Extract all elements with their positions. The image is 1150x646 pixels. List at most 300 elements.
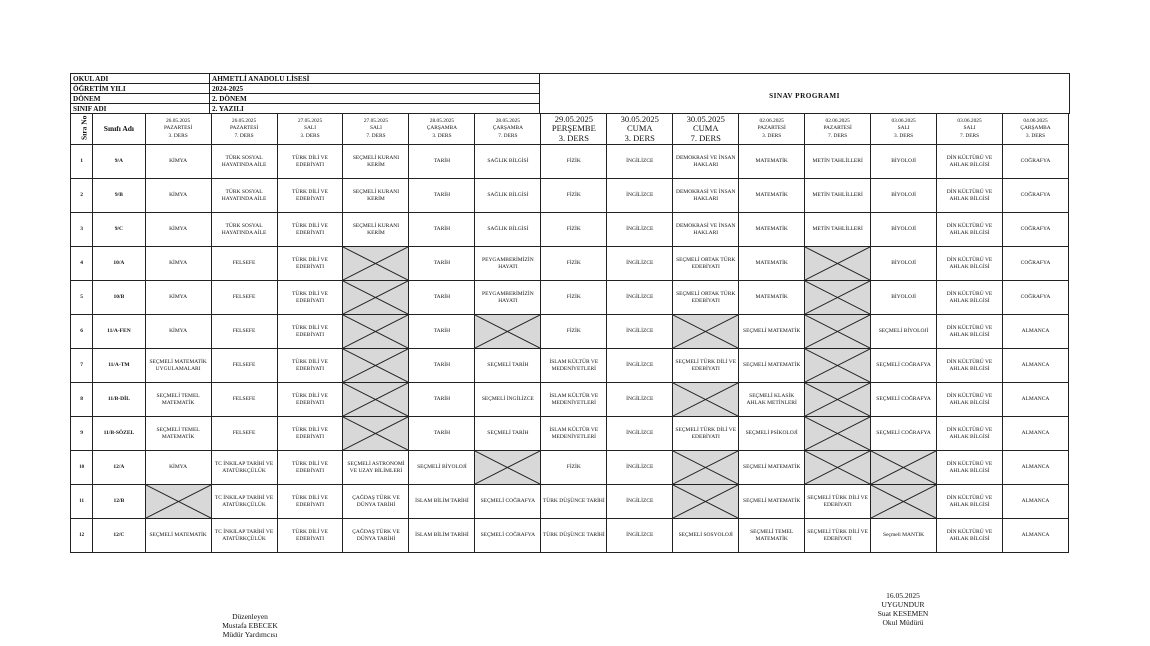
exam-subject-cell: İNGİLİZCE [607, 451, 673, 485]
class-name: 12/A [93, 451, 145, 485]
class-name: 11/B-SÖZEL [93, 417, 145, 451]
exam-subject-cell: DİN KÜLTÜRÜ VE AHLAK BİLGİSİ [937, 417, 1003, 451]
cross-out-icon [343, 247, 408, 280]
no-exam-cell [871, 485, 937, 519]
info-label: DÖNEM [71, 94, 210, 104]
cross-out-icon [871, 485, 936, 518]
exam-subject-cell: SEÇMELİ TEMEL MATEMATİK [145, 417, 211, 451]
exam-schedule-sheet [70, 73, 1069, 553]
header-day-column [937, 114, 1003, 145]
exam-subject-cell: FİZİK [541, 179, 607, 213]
no-exam-cell [805, 349, 871, 383]
exam-subject-cell: FELSEFE [211, 315, 277, 349]
exam-subject-cell: TÜRK DİLİ VE EDEBİYATI [277, 281, 343, 315]
exam-subject-cell: KİMYA [145, 281, 211, 315]
row-number: 1 [71, 145, 93, 179]
exam-subject-cell: SEÇMELİ TÜRK DİLİ VE EDEBİYATI [673, 417, 739, 451]
info-value: 2. YAZILI [210, 104, 540, 114]
row-number: 9 [71, 417, 93, 451]
exam-subject-cell: DEMOKRASİ VE İNSAN HAKLARI [673, 145, 739, 179]
exam-subject-cell: TARİH [409, 247, 475, 281]
exam-subject-cell: BİYOLOJİ [871, 145, 937, 179]
exam-subject-cell: TARİH [409, 145, 475, 179]
cross-out-icon [805, 349, 870, 382]
header-period: 7. DERS [828, 132, 848, 139]
cross-out-icon [475, 315, 540, 348]
row-number: 10 [71, 451, 93, 485]
header-date: 29.05.2025 [554, 113, 593, 124]
exam-subject-cell: DİN KÜLTÜRÜ VE AHLAK BİLGİSİ [937, 179, 1003, 213]
exam-subject-cell: SEÇMELİ COĞRAFYA [475, 519, 541, 553]
exam-subject-cell: KİMYA [145, 247, 211, 281]
header-period: 7. DERS [959, 132, 980, 139]
exam-subject-cell: MATEMATİK [739, 145, 805, 179]
header-day-column [145, 114, 211, 145]
cross-out-icon [805, 247, 870, 280]
exam-subject-cell: SEÇMELİ BİYOLOJİ [871, 315, 937, 349]
no-exam-cell [673, 451, 739, 485]
no-exam-cell [343, 383, 409, 417]
exam-subject-cell: SEÇMELİ KLASİK AHLAK METİNLERİ [739, 383, 805, 417]
exam-subject-cell: DİN KÜLTÜRÜ VE AHLAK BİLGİSİ [937, 281, 1003, 315]
cross-out-icon [805, 451, 870, 484]
cross-out-icon [673, 383, 738, 416]
signature-date: 16.05.2025 [886, 591, 920, 600]
row-number: 7 [71, 349, 93, 383]
signature-name: Suat KESEMEN [877, 609, 929, 618]
row-number: 3 [71, 213, 93, 247]
class-name: 10/B [93, 281, 145, 315]
header-row-number: Sıra No [71, 114, 93, 145]
table-row [71, 179, 1069, 213]
header-day: PAZARTESİ [229, 125, 259, 132]
exam-subject-cell: TC İNKILAP TARİHİ VE ATATÜRKÇÜLÜK [211, 451, 277, 485]
exam-subject-cell: TÜRK DÜŞÜNCE TARİHİ [541, 519, 607, 553]
table-row [71, 349, 1069, 383]
info-value: AHMETLİ ANADOLU LİSESİ [210, 74, 540, 84]
exam-subject-cell: SEÇMELİ KURANI KERİM [343, 213, 409, 247]
no-exam-cell [343, 349, 409, 383]
exam-subject-cell: FELSEFE [211, 247, 277, 281]
row-number: 8 [71, 383, 93, 417]
exam-subject-cell: DİN KÜLTÜRÜ VE AHLAK BİLGİSİ [937, 451, 1003, 485]
cross-out-icon [343, 281, 408, 314]
exam-subject-cell: TÜRK DİLİ VE EDEBİYATI [277, 451, 343, 485]
header-day: ÇARŞAMBA [492, 125, 523, 132]
no-exam-cell [343, 247, 409, 281]
exam-subject-cell: DEMOKRASİ VE İNSAN HAKLARI [673, 179, 739, 213]
row-number: 11 [71, 485, 93, 519]
header-date: 03.06.2025 [957, 117, 982, 124]
exam-subject-cell: BİYOLOJİ [871, 179, 937, 213]
exam-subject-cell: SEÇMELİ TARİH [475, 417, 541, 451]
header-period: 3. DERS [762, 132, 782, 139]
cross-out-icon [343, 383, 408, 416]
header-date: 26.05.2025 [165, 117, 191, 124]
exam-subject-cell: İNGİLİZCE [607, 179, 673, 213]
header-day-column [343, 114, 409, 145]
no-exam-cell [343, 315, 409, 349]
exam-subject-cell: SEÇMELİ İNGİLİZCE [475, 383, 541, 417]
schedule-header-row [71, 114, 1069, 145]
header-day-column [673, 114, 739, 145]
header-day-column [607, 114, 673, 145]
header-period: 7. DERS [234, 132, 254, 139]
info-label: ÖĞRETİM YILI [71, 84, 210, 94]
exam-subject-cell: PEYGAMBERİMİZİN HAYATI [475, 281, 541, 315]
exam-subject-cell: İNGİLİZCE [607, 383, 673, 417]
exam-subject-cell: ALMANCA [1003, 417, 1069, 451]
header-day-column [277, 114, 343, 145]
exam-subject-cell: BİYOLOJİ [871, 281, 937, 315]
exam-subject-cell: DİN KÜLTÜRÜ VE AHLAK BİLGİSİ [937, 349, 1003, 383]
exam-subject-cell: DİN KÜLTÜRÜ VE AHLAK BİLGİSİ [937, 315, 1003, 349]
header-day: ÇARŞAMBA [426, 125, 458, 132]
table-row [71, 519, 1069, 553]
header-date: 02.06.2025 [759, 117, 784, 124]
table-row [71, 145, 1069, 179]
exam-subject-cell: TÜRK DİLİ VE EDEBİYATI [277, 213, 343, 247]
cross-out-icon [343, 315, 408, 348]
header-date: 27.05.2025 [363, 117, 389, 124]
header-day-column [1003, 114, 1069, 145]
exam-subject-cell: BİYOLOJİ [871, 213, 937, 247]
exam-subject-cell: SEÇMELİ MATEMATİK [739, 315, 805, 349]
exam-subject-cell: BİYOLOJİ [871, 247, 937, 281]
header-day: ÇARŞAMBA [1020, 125, 1051, 132]
no-exam-cell [805, 247, 871, 281]
header-day: SALI [897, 125, 910, 132]
header-day: SALI [963, 125, 976, 132]
exam-subject-cell: TARİH [409, 315, 475, 349]
class-name: 11/A-FEN [93, 315, 145, 349]
header-date: 28.05.2025 [429, 117, 455, 124]
cross-out-icon [805, 417, 870, 450]
exam-subject-cell: İNGİLİZCE [607, 315, 673, 349]
exam-subject-cell: FİZİK [541, 315, 607, 349]
cross-out-icon [805, 383, 870, 416]
exam-subject-cell: SAĞLIK BİLGİSİ [475, 213, 541, 247]
exam-subject-cell: ALMANCA [1003, 485, 1069, 519]
exam-subject-cell: METİN TAHLİLLERİ [805, 179, 871, 213]
header-day-column [805, 114, 871, 145]
exam-subject-cell: COĞRAFYA [1003, 179, 1069, 213]
header-day-column [541, 114, 607, 145]
table-row [71, 451, 1069, 485]
exam-subject-cell: FELSEFE [211, 349, 277, 383]
exam-subject-cell: SEÇMELİ COĞRAFYA [871, 383, 937, 417]
no-exam-cell [475, 451, 541, 485]
exam-subject-cell: TÜRK DİLİ VE EDEBİYATI [277, 179, 343, 213]
prepared-by-signature [200, 612, 300, 639]
exam-subject-cell: TÜRK DİLİ VE EDEBİYATI [277, 519, 343, 553]
table-row [71, 485, 1069, 519]
no-exam-cell [805, 281, 871, 315]
school-info-table [70, 73, 1070, 114]
exam-subject-cell: TARİH [409, 349, 475, 383]
exam-subject-cell: İSLAM BİLİM TARİHİ [409, 519, 475, 553]
exam-subject-cell: TARİH [409, 281, 475, 315]
header-date: 30.05.2025 [686, 113, 725, 124]
exam-subject-cell: ALMANCA [1003, 349, 1069, 383]
no-exam-cell [145, 485, 211, 519]
header-day-column [409, 114, 475, 145]
cross-out-icon [673, 315, 738, 348]
header-day: PAZARTESİ [163, 125, 193, 132]
exam-subject-cell: DİN KÜLTÜRÜ VE AHLAK BİLGİSİ [937, 247, 1003, 281]
table-row [71, 383, 1069, 417]
header-date: 30.05.2025 [620, 113, 659, 124]
exam-subject-cell: İNGİLİZCE [607, 519, 673, 553]
exam-subject-cell: SEÇMELİ ASTRONOMİ VE UZAY BİLİMLERİ [343, 451, 409, 485]
exam-subject-cell: METİN TAHLİLLERİ [805, 213, 871, 247]
exam-subject-cell: COĞRAFYA [1003, 247, 1069, 281]
exam-subject-cell: SEÇMELİ SOSYOLOJİ [673, 519, 739, 553]
header-period: 3. DERS [168, 132, 188, 139]
header-period: 3. DERS [300, 132, 320, 139]
exam-subject-cell: COĞRAFYA [1003, 145, 1069, 179]
header-day: CUMA [627, 123, 653, 134]
exam-subject-cell: İNGİLİZCE [607, 213, 673, 247]
exam-subject-cell: SEÇMELİ ORTAK TÜRK EDEBİYATI [673, 247, 739, 281]
exam-subject-cell: MATEMATİK [739, 247, 805, 281]
exam-subject-cell: SEÇMELİ COĞRAFYA [871, 349, 937, 383]
header-day-column [871, 114, 937, 145]
no-exam-cell [475, 315, 541, 349]
signature-title: Okul Müdürü [882, 618, 924, 627]
exam-subject-cell: METİN TAHLİLLERİ [805, 145, 871, 179]
exam-subject-cell: SEÇMELİ KURANI KERİM [343, 145, 409, 179]
exam-subject-cell: SEÇMELİ TÜRK DİLİ VE EDEBİYATI [673, 349, 739, 383]
exam-subject-cell: MATEMATİK [739, 281, 805, 315]
exam-subject-cell: TC İNKILAP TARİHİ VE ATATÜRKÇÜLÜK [211, 519, 277, 553]
header-period: 3. DERS [894, 132, 914, 139]
exam-subject-cell: SEÇMELİ TEMEL MATEMATİK [145, 383, 211, 417]
no-exam-cell [805, 315, 871, 349]
exam-subject-cell: KİMYA [145, 145, 211, 179]
exam-subject-cell: İNGİLİZCE [607, 485, 673, 519]
exam-subject-cell: SEÇMELİ PSİKOLOJİ [739, 417, 805, 451]
schedule-table [70, 113, 1069, 553]
info-value: 2. DÖNEM [210, 94, 540, 104]
exam-subject-cell: KİMYA [145, 451, 211, 485]
class-name: 9/C [93, 213, 145, 247]
header-day: CUMA [692, 123, 719, 134]
signature-approval: UYGUNDUR [881, 600, 925, 609]
no-exam-cell [805, 417, 871, 451]
exam-subject-cell: FELSEFE [211, 417, 277, 451]
exam-subject-cell: KİMYA [145, 315, 211, 349]
header-date: 28.05.2025 [495, 117, 520, 124]
exam-subject-cell: DİN KÜLTÜRÜ VE AHLAK BİLGİSİ [937, 519, 1003, 553]
exam-subject-cell: İNGİLİZCE [607, 349, 673, 383]
header-date: 04.06.2025 [1023, 117, 1048, 124]
exam-subject-cell: TÜRK SOSYAL HAYATINDA AİLE [211, 145, 277, 179]
class-name: 10/A [93, 247, 145, 281]
exam-subject-cell: DİN KÜLTÜRÜ VE AHLAK BİLGİSİ [937, 485, 1003, 519]
class-name: 11/A-TM [93, 349, 145, 383]
exam-subject-cell: SEÇMELİ TARİH [475, 349, 541, 383]
exam-subject-cell: FİZİK [541, 213, 607, 247]
no-exam-cell [673, 315, 739, 349]
class-name: 9/A [93, 145, 145, 179]
cross-out-icon [673, 451, 738, 484]
exam-subject-cell: SEÇMELİ ORTAK TÜRK EDEBİYATI [673, 281, 739, 315]
exam-subject-cell: TARİH [409, 179, 475, 213]
no-exam-cell [343, 417, 409, 451]
no-exam-cell [343, 281, 409, 315]
exam-subject-cell: DİN KÜLTÜRÜ VE AHLAK BİLGİSİ [937, 145, 1003, 179]
row-number: 6 [71, 315, 93, 349]
exam-subject-cell: FİZİK [541, 247, 607, 281]
exam-subject-cell: TÜRK DİLİ VE EDEBİYATI [277, 315, 343, 349]
cross-out-icon [343, 349, 408, 382]
no-exam-cell [805, 383, 871, 417]
class-name: 12/C [93, 519, 145, 553]
exam-subject-cell: DİN KÜLTÜRÜ VE AHLAK BİLGİSİ [937, 213, 1003, 247]
exam-subject-cell: FELSEFE [211, 383, 277, 417]
no-exam-cell [673, 485, 739, 519]
exam-subject-cell: SAĞLIK BİLGİSİ [475, 145, 541, 179]
exam-subject-cell: ÇAĞDAŞ TÜRK VE DÜNYA TARİHİ [343, 485, 409, 519]
exam-subject-cell: TÜRK DİLİ VE EDEBİYATI [277, 349, 343, 383]
exam-subject-cell: SEÇMELİ TÜRK DİLİ VE EDEBİYATI [805, 519, 871, 553]
exam-subject-cell: İSLAM KÜLTÜR VE MEDENİYETLERİ [541, 383, 607, 417]
exam-subject-cell: İNGİLİZCE [607, 281, 673, 315]
exam-subject-cell: KİMYA [145, 179, 211, 213]
exam-subject-cell: TARİH [409, 213, 475, 247]
header-period: 7. DERS [690, 132, 721, 143]
class-name: 9/B [93, 179, 145, 213]
header-period: 3. DERS [558, 132, 589, 143]
exam-subject-cell: MATEMATİK [739, 179, 805, 213]
exam-subject-cell: ALMANCA [1003, 315, 1069, 349]
info-label: SINIF ADI [71, 104, 210, 114]
exam-subject-cell: SEÇMELİ MATEMATİK [739, 349, 805, 383]
signature-title: Müdür Yardımcısı [222, 630, 278, 639]
exam-subject-cell: ALMANCA [1003, 451, 1069, 485]
exam-subject-cell: İNGİLİZCE [607, 145, 673, 179]
row-number: 4 [71, 247, 93, 281]
header-class-name: Sınıfı Adı [93, 114, 145, 145]
cross-out-icon [475, 451, 540, 484]
exam-subject-cell: SEÇMELİ TEMEL MATEMATİK [739, 519, 805, 553]
header-period: 7. DERS [366, 132, 386, 139]
header-date: 27.05.2025 [297, 117, 323, 124]
exam-subject-cell: İSLAM KÜLTÜR VE MEDENİYETLERİ [541, 417, 607, 451]
signature-name: Mustafa EBECEK [222, 621, 278, 630]
row-number: 2 [71, 179, 93, 213]
exam-subject-cell: TARİH [409, 417, 475, 451]
no-exam-cell [673, 383, 739, 417]
exam-subject-cell: SAĞLIK BİLGİSİ [475, 179, 541, 213]
exam-subject-cell: MATEMATİK [739, 213, 805, 247]
exam-subject-cell: TÜRK DİLİ VE EDEBİYATI [277, 383, 343, 417]
cross-out-icon [673, 485, 738, 518]
cross-out-icon [805, 281, 870, 314]
exam-subject-cell: DEMOKRASİ VE İNSAN HAKLARI [673, 213, 739, 247]
row-number: 5 [71, 281, 93, 315]
exam-subject-cell: PEYGAMBERİMİZİN HAYATI [475, 247, 541, 281]
header-day-column [475, 114, 541, 145]
header-date: 02.06.2025 [825, 117, 850, 124]
header-day: PERŞEMBE [551, 123, 596, 134]
exam-subject-cell: TÜRK SOSYAL HAYATINDA AİLE [211, 179, 277, 213]
header-day-column [739, 114, 805, 145]
exam-subject-cell: SEÇMELİ COĞRAFYA [871, 417, 937, 451]
cross-out-icon [343, 417, 408, 450]
exam-subject-cell: FELSEFE [211, 281, 277, 315]
no-exam-cell [871, 451, 937, 485]
exam-subject-cell: TÜRK DİLİ VE EDEBİYATI [277, 247, 343, 281]
header-period: 3. DERS [624, 132, 655, 143]
exam-subject-cell: TÜRK DÜŞÜNCE TARİHİ [541, 485, 607, 519]
row-number: 12 [71, 519, 93, 553]
header-period: 3. DERS [1025, 132, 1046, 139]
header-day-column [211, 114, 277, 145]
exam-subject-cell: Seçmeli MANTIK [871, 519, 937, 553]
header-period: 3. DERS [432, 132, 452, 139]
table-row [71, 417, 1069, 451]
exam-subject-cell: FİZİK [541, 281, 607, 315]
info-label: OKUL ADI [71, 74, 210, 84]
header-day: PAZARTESİ [757, 125, 786, 132]
exam-subject-cell: TÜRK DİLİ VE EDEBİYATI [277, 417, 343, 451]
class-name: 11/B-DİL [93, 383, 145, 417]
exam-subject-cell: SEÇMELİ MATEMATİK [145, 519, 211, 553]
exam-subject-cell: TÜRK SOSYAL HAYATINDA AİLE [211, 213, 277, 247]
exam-subject-cell: SEÇMELİ MATEMATİK UYGULAMALARI [145, 349, 211, 383]
header-day: SALI [304, 125, 316, 132]
exam-subject-cell: SEÇMELİ BİYOLOJİ [409, 451, 475, 485]
approved-by-signature [853, 591, 953, 627]
table-row [71, 281, 1069, 315]
exam-subject-cell: KİMYA [145, 213, 211, 247]
exam-subject-cell: SEÇMELİ COĞRAFYA [475, 485, 541, 519]
exam-subject-cell: SEÇMELİ TÜRK DİLİ VE EDEBİYATI [805, 485, 871, 519]
exam-subject-cell: COĞRAFYA [1003, 213, 1069, 247]
exam-subject-cell: İSLAM KÜLTÜR VE MEDENİYETLERİ [541, 349, 607, 383]
cross-out-icon [805, 315, 870, 348]
exam-subject-cell: SEÇMELİ MATEMATİK [739, 485, 805, 519]
header-period: 7. DERS [498, 132, 518, 139]
exam-subject-cell: ALMANCA [1003, 383, 1069, 417]
exam-subject-cell: DİN KÜLTÜRÜ VE AHLAK BİLGİSİ [937, 383, 1003, 417]
cross-out-icon [146, 485, 211, 518]
exam-subject-cell: ALMANCA [1003, 519, 1069, 553]
exam-subject-cell: COĞRAFYA [1003, 281, 1069, 315]
table-row [71, 315, 1069, 349]
cross-out-icon [871, 451, 936, 484]
exam-subject-cell: İNGİLİZCE [607, 247, 673, 281]
exam-subject-cell: TC İNKILAP TARİHİ VE ATATÜRKÇÜLÜK [211, 485, 277, 519]
table-row [71, 247, 1069, 281]
exam-subject-cell: İNGİLİZCE [607, 417, 673, 451]
exam-subject-cell: TÜRK DİLİ VE EDEBİYATI [277, 145, 343, 179]
header-date: 26.05.2025 [231, 117, 257, 124]
header-date: 03.06.2025 [891, 117, 916, 124]
exam-subject-cell: SEÇMELİ KURANI KERİM [343, 179, 409, 213]
exam-subject-cell: ÇAĞDAŞ TÜRK VE DÜNYA TARİHİ [343, 519, 409, 553]
class-name: 12/B [93, 485, 145, 519]
info-value: 2024-2025 [210, 84, 540, 94]
signature-role: Düzenleyen [232, 612, 268, 621]
exam-subject-cell: SEÇMELİ MATEMATİK [739, 451, 805, 485]
exam-subject-cell: FİZİK [541, 145, 607, 179]
exam-subject-cell: İSLAM BİLİM TARİHİ [409, 485, 475, 519]
info-row-school [71, 74, 1070, 84]
header-day: SALI [369, 125, 382, 132]
